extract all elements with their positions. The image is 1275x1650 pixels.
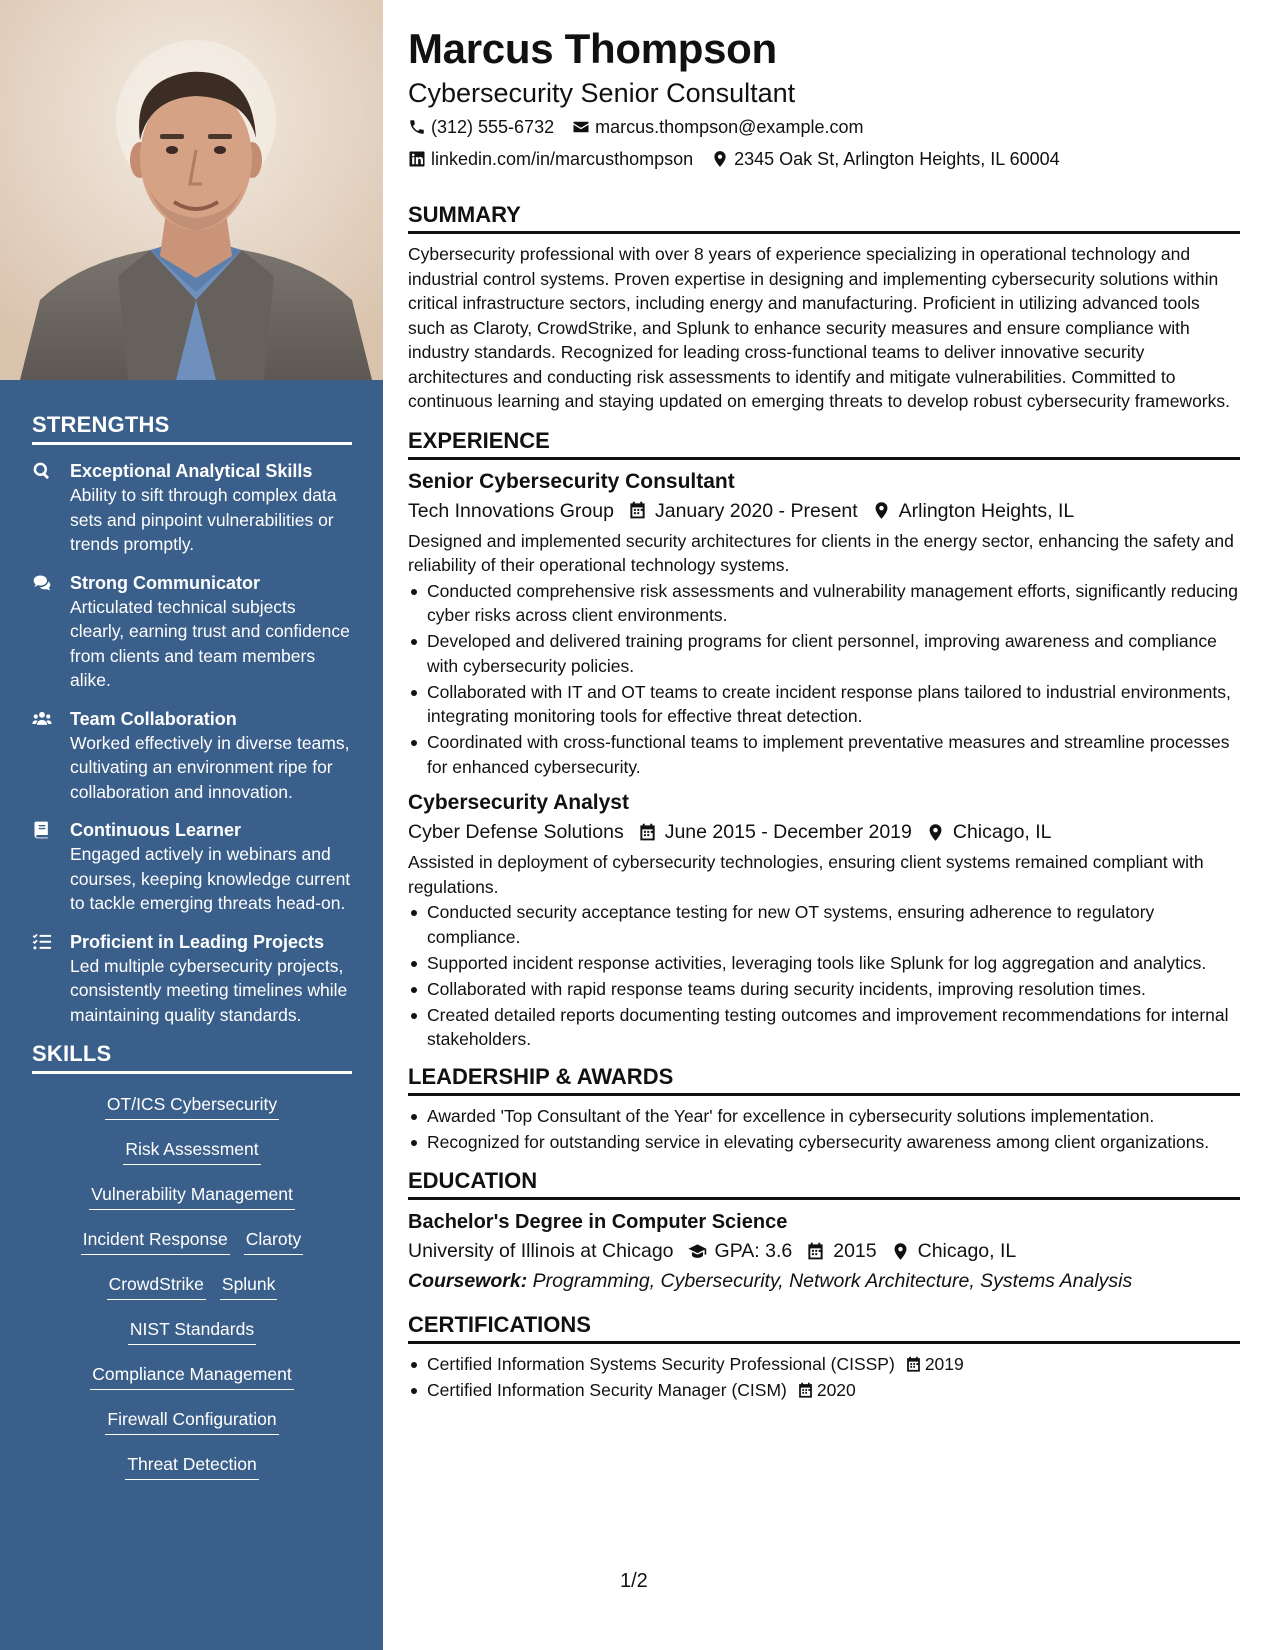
main-content bbox=[408, 22, 1240, 1404]
cert-name: Certified Information Security Manager (CISM) bbox=[427, 1380, 787, 1400]
job-meta bbox=[408, 496, 1240, 526]
job-dates bbox=[638, 817, 912, 847]
strength-desc: Articulated technical subjects clearly, earning trust and confidence from clients and team members alike. bbox=[70, 596, 350, 690]
education-heading: EDUCATION bbox=[408, 1168, 1240, 1200]
page-number: 1/2 bbox=[620, 1570, 648, 1592]
skill-tag: NIST Standards bbox=[128, 1317, 256, 1345]
degree-title: Bachelor's Degree in Computer Science bbox=[408, 1211, 788, 1233]
gpa bbox=[688, 1236, 793, 1266]
location-pin-icon bbox=[711, 150, 729, 168]
job-entry bbox=[408, 789, 1240, 1052]
strength-item bbox=[32, 818, 352, 916]
comments-icon bbox=[32, 571, 70, 693]
list-item: Supported incident response activities, leveraging tools like Splunk for log aggregation and analytics. bbox=[408, 951, 1240, 976]
job-meta bbox=[408, 817, 1240, 847]
job-dates-text: June 2015 - December 2019 bbox=[664, 821, 912, 843]
summary-heading: SUMMARY bbox=[408, 202, 1240, 234]
calendar-icon bbox=[905, 1356, 922, 1373]
job-role: Senior Cybersecurity Consultant bbox=[408, 469, 735, 493]
graduation-year bbox=[806, 1236, 876, 1266]
address-contact bbox=[711, 144, 1060, 174]
coursework-text: Programming, Cybersecurity, Network Architecture, Systems Analysis bbox=[532, 1270, 1133, 1292]
job-location-text: Arlington Heights, IL bbox=[898, 499, 1075, 522]
job-bullets bbox=[408, 579, 1240, 780]
calendar-icon bbox=[797, 1382, 814, 1399]
strength-title: Exceptional Analytical Skills bbox=[70, 461, 313, 481]
strength-item bbox=[32, 459, 352, 557]
linkedin-icon bbox=[408, 150, 426, 168]
education-location-text: Chicago, IL bbox=[917, 1240, 1017, 1262]
calendar-icon bbox=[638, 823, 657, 842]
education-location bbox=[891, 1236, 1017, 1266]
summary-text: Cybersecurity professional with over 8 years of experience specializing in operational technology and industrial control systems. Proven expertise in designing and implementing cybersecurity solutions within critical infrastructure sectors, including energy and manufacturing. Proficient in utilizing advanced tools such as Claroty, CrowdStrike, and Splunk to enhance security measures and ensure compliance with industry standards. Recognized for leading cross-functional teams to deliver innovative security architectures and conducting risk assessments to identify and mitigate vulnerabilities. Committed to continuous learning and staying updated on emerging threats to develop robust cybersecurity frameworks. bbox=[408, 244, 1230, 411]
strength-title: Continuous Learner bbox=[70, 820, 242, 840]
skill-tag: Risk Assessment bbox=[123, 1137, 260, 1165]
strength-desc: Led multiple cybersecurity projects, consistently meeting timelines while maintaining quality standards. bbox=[70, 955, 348, 1025]
candidate-name: Marcus Thompson bbox=[408, 25, 777, 72]
list-check-icon bbox=[32, 930, 70, 1028]
cert-name: Certified Information Systems Security Professional (CISSP) bbox=[427, 1354, 895, 1374]
cert-year: 2020 bbox=[816, 1380, 856, 1400]
education-meta bbox=[408, 1236, 1240, 1266]
strength-desc: Worked effectively in diverse teams, cultivating an environment ripe for collaboration and innovation. bbox=[70, 732, 350, 802]
location-pin-icon bbox=[872, 501, 891, 520]
sidebar-content bbox=[32, 412, 352, 1493]
list-item: Created detailed reports documenting testing outcomes and improvement recommendations for internal stakeholders. bbox=[408, 1003, 1240, 1052]
list-item bbox=[408, 1352, 1240, 1377]
contact-line bbox=[408, 112, 1240, 142]
strength-title: Strong Communicator bbox=[70, 572, 261, 593]
certifications-list bbox=[408, 1352, 1240, 1403]
calendar-icon bbox=[628, 501, 647, 520]
skill-tag: Firewall Configuration bbox=[105, 1407, 278, 1435]
strengths-heading: STRENGTHS bbox=[32, 412, 352, 445]
job-location-text: Chicago, IL bbox=[952, 821, 1052, 843]
email-contact[interactable] bbox=[572, 112, 863, 142]
calendar-icon bbox=[806, 1242, 825, 1261]
gpa-text: GPA: 3.6 bbox=[714, 1240, 793, 1262]
contact-line bbox=[408, 144, 1240, 174]
strength-item bbox=[32, 930, 352, 1028]
skills-list bbox=[32, 1088, 352, 1493]
users-icon bbox=[32, 707, 70, 805]
skill-tag: OT/ICS Cybersecurity bbox=[105, 1092, 279, 1120]
strength-desc: Ability to sift through complex data sets and pinpoint vulnerabilities or trends promptly. bbox=[70, 485, 337, 554]
job-description: Designed and implemented security architectures for clients in the energy sector, enhancing the safety and reliability of their operational technology systems. bbox=[408, 530, 1234, 575]
location-pin-icon bbox=[891, 1242, 910, 1261]
phone-icon bbox=[408, 118, 426, 136]
list-item: Recognized for outstanding service in elevating cybersecurity awareness among client organizations. bbox=[408, 1130, 1240, 1155]
profile-photo bbox=[0, 0, 383, 380]
job-company: Cyber Defense Solutions bbox=[408, 821, 624, 843]
leadership-list bbox=[408, 1104, 1240, 1155]
coursework-label: Coursework: bbox=[408, 1270, 528, 1292]
job-entry bbox=[408, 468, 1240, 780]
strength-title: Proficient in Leading Projects bbox=[70, 931, 325, 952]
strength-item bbox=[32, 571, 352, 693]
school-name: University of Illinois at Chicago bbox=[408, 1240, 674, 1262]
graduation-cap-icon bbox=[688, 1242, 707, 1261]
search-icon bbox=[32, 459, 70, 557]
skills-heading: SKILLS bbox=[32, 1041, 352, 1074]
phone-contact bbox=[408, 112, 554, 142]
list-item: Conducted comprehensive risk assessments and vulnerability management efforts, significantly reducing cyber risks across client environments. bbox=[408, 579, 1240, 628]
skill-tag: Vulnerability Management bbox=[89, 1182, 295, 1210]
skill-tag: Compliance Management bbox=[90, 1362, 293, 1390]
location-pin-icon bbox=[926, 823, 945, 842]
skill-tag: Splunk bbox=[220, 1272, 278, 1300]
job-company: Tech Innovations Group bbox=[408, 499, 614, 522]
skill-tag: Threat Detection bbox=[125, 1452, 258, 1480]
email-text[interactable]: marcus.thompson@example.com bbox=[595, 117, 864, 137]
sidebar bbox=[0, 0, 383, 1650]
skill-tag: CrowdStrike bbox=[107, 1272, 206, 1300]
job-location bbox=[926, 817, 1052, 847]
strength-title: Team Collaboration bbox=[70, 708, 237, 729]
list-item: Developed and delivered training programs for client personnel, improving awareness and compliance with cybersecurity policies. bbox=[408, 629, 1240, 678]
envelope-icon bbox=[572, 118, 590, 136]
list-item: Conducted security acceptance testing for new OT systems, ensuring adherence to regulatory compliance. bbox=[408, 900, 1240, 949]
phone-text: (312) 555-6732 bbox=[431, 117, 555, 137]
list-item: Awarded 'Top Consultant of the Year' for excellence in cybersecurity solutions implementation. bbox=[408, 1104, 1240, 1129]
list-item bbox=[408, 1378, 1240, 1403]
strength-item bbox=[32, 707, 352, 805]
job-location bbox=[872, 496, 1075, 526]
job-dates bbox=[628, 496, 858, 526]
address-text: 2345 Oak St, Arlington Heights, IL 60004 bbox=[734, 149, 1060, 169]
job-bullets bbox=[408, 900, 1240, 1052]
list-item: Collaborated with rapid response teams during security incidents, improving resolution times. bbox=[408, 977, 1240, 1002]
skill-tag: Incident Response bbox=[81, 1227, 230, 1255]
book-icon bbox=[32, 818, 70, 916]
coursework bbox=[408, 1266, 1240, 1296]
linkedin-contact[interactable] bbox=[408, 144, 693, 174]
candidate-title: Cybersecurity Senior Consultant bbox=[408, 78, 796, 108]
job-role: Cybersecurity Analyst bbox=[408, 791, 629, 814]
job-dates-text: January 2020 - Present bbox=[654, 499, 858, 522]
list-item: Coordinated with cross-functional teams to implement preventative measures and streamline processes for enhanced cybersecurity. bbox=[408, 730, 1240, 779]
linkedin-text[interactable]: linkedin.com/in/marcusthompson bbox=[431, 149, 694, 169]
certifications-heading: CERTIFICATIONS bbox=[408, 1312, 1240, 1344]
skill-tag: Claroty bbox=[244, 1227, 303, 1255]
cert-year: 2019 bbox=[924, 1354, 964, 1374]
experience-heading: EXPERIENCE bbox=[408, 428, 1240, 460]
list-item: Collaborated with IT and OT teams to create incident response plans tailored to industrial environments, integrating monitoring tools for effective threat detection. bbox=[408, 680, 1240, 729]
graduation-year-text: 2015 bbox=[833, 1240, 877, 1262]
job-description: Assisted in deployment of cybersecurity technologies, ensuring client systems remained compliant with regulations. bbox=[408, 852, 1204, 897]
leadership-heading: LEADERSHIP & AWARDS bbox=[408, 1064, 1240, 1096]
strength-desc: Engaged actively in webinars and courses, keeping knowledge current to tackle emerging threats head-on. bbox=[70, 844, 351, 913]
